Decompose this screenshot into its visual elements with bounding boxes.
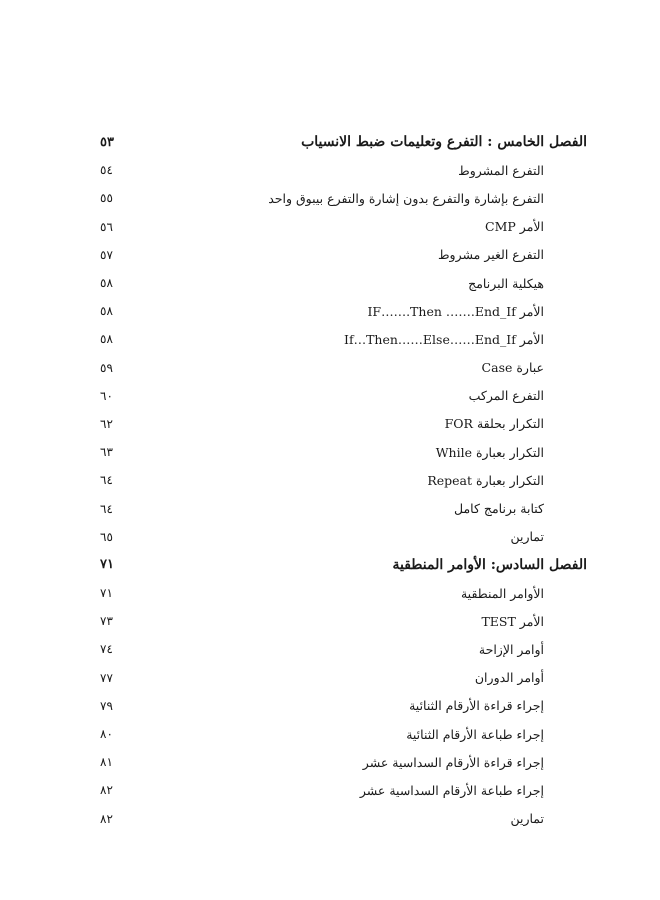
entry-title: أوامر الدوران xyxy=(474,670,544,686)
page-number: ٨٢ xyxy=(100,783,113,798)
toc-entry-row xyxy=(100,297,587,325)
toc-entry-row xyxy=(100,382,587,410)
toc-entry-row xyxy=(100,241,587,269)
entry-title: التكرار بعبارة Repeat xyxy=(427,472,544,488)
entry-title: التكرار بعبارة While xyxy=(435,444,544,460)
page-number: ٥٩ xyxy=(100,360,113,375)
toc-entry-row xyxy=(100,720,587,748)
entry-title: التكرار بحلقة FOR xyxy=(444,416,544,432)
entry-title: هيكلية البرنامج xyxy=(468,275,544,291)
toc-entry-row xyxy=(100,269,587,297)
entry-title: التفرع بإشارة والتفرع بدون إشارة والتفرع بيبوق واحد xyxy=(268,190,544,206)
page-number: ٨٠ xyxy=(100,727,113,742)
toc-entry-row xyxy=(100,354,587,382)
page-number: ٥٤ xyxy=(100,163,113,178)
page-number: ٨٢ xyxy=(100,811,113,826)
toc-chapter-row xyxy=(100,551,587,579)
page-number: ٧١ xyxy=(100,586,113,601)
toc-entry-row xyxy=(100,523,587,551)
entry-title: التفرع المركب xyxy=(468,388,544,404)
entry-title: أوامر الإزاحة xyxy=(478,641,544,657)
page-number: ٨١ xyxy=(100,755,113,770)
entry-title: الأمر IF…….Then …….End_If xyxy=(367,303,544,319)
toc-entry-row xyxy=(100,664,587,692)
page-number: ٦٤ xyxy=(100,473,113,488)
toc-entry-row xyxy=(100,438,587,466)
toc-entry-row xyxy=(100,635,587,663)
toc-entry-row xyxy=(100,607,587,635)
entry-title: كتابة برنامج كامل xyxy=(453,501,544,517)
toc-entry-row xyxy=(100,748,587,776)
toc-entry-row xyxy=(100,579,587,607)
entry-title: إجراء طباعة الأرقام الثنائية xyxy=(406,726,544,742)
toc-entry-row xyxy=(100,776,587,804)
toc-chapter-row xyxy=(100,128,587,156)
entry-title: الأمر TEST xyxy=(481,613,544,629)
toc-entry-row xyxy=(100,410,587,438)
entry-title: تمارين xyxy=(510,529,544,545)
entry-title: عبارة Case xyxy=(481,360,544,376)
entry-title: التفرع المشروط xyxy=(458,162,544,178)
chapter-title: الفصل السادس: الأوامر المنطقية xyxy=(392,556,587,573)
entry-title: إجراء طباعة الأرقام السداسية عشر xyxy=(359,782,544,798)
entry-title: تمارين xyxy=(510,811,544,827)
entry-title: الأمر If…Then……Else……End_If xyxy=(344,331,544,347)
page-number: ٧٣ xyxy=(100,614,113,629)
page-number: ٦٠ xyxy=(100,388,113,403)
chapter-title: الفصل الخامس : التفرع وتعليمات ضبط الانسياب xyxy=(301,134,587,151)
entry-title: إجراء قراءة الأرقام الثنائية xyxy=(409,698,544,714)
entry-title: التفرع الغير مشروط xyxy=(438,247,544,263)
page-number: ٥٣ xyxy=(100,134,114,150)
toc-entry-row xyxy=(100,692,587,720)
page-number: ٥٥ xyxy=(100,191,113,206)
page-number: ٥٧ xyxy=(100,247,113,262)
page-number: ٥٦ xyxy=(100,219,113,234)
page-number: ٥٨ xyxy=(100,304,113,319)
page-number: ٦٤ xyxy=(100,501,113,516)
toc-entry-row xyxy=(100,213,587,241)
page-number: ٧٤ xyxy=(100,642,113,657)
page-number: ٥٨ xyxy=(100,332,113,347)
page-number: ٦٣ xyxy=(100,445,113,460)
toc-entry-row xyxy=(100,184,587,212)
page-number: ٦٢ xyxy=(100,416,113,431)
toc-entry-row xyxy=(100,466,587,494)
page-number: ٧٩ xyxy=(100,698,113,713)
page-number: ٥٨ xyxy=(100,276,113,291)
page-number: ٦٥ xyxy=(100,529,113,544)
toc-entry-row xyxy=(100,325,587,353)
page-number: ٧٧ xyxy=(100,670,113,685)
toc-entry-row xyxy=(100,156,587,184)
toc-entry-row xyxy=(100,805,587,833)
table-of-contents xyxy=(100,128,587,833)
entry-title: الأمر CMP xyxy=(485,219,544,235)
page-number: ٧١ xyxy=(100,557,114,573)
entry-title: إجراء قراءة الأرقام السداسية عشر xyxy=(362,754,544,770)
entry-title: الأوامر المنطقية xyxy=(460,585,544,601)
toc-entry-row xyxy=(100,494,587,522)
